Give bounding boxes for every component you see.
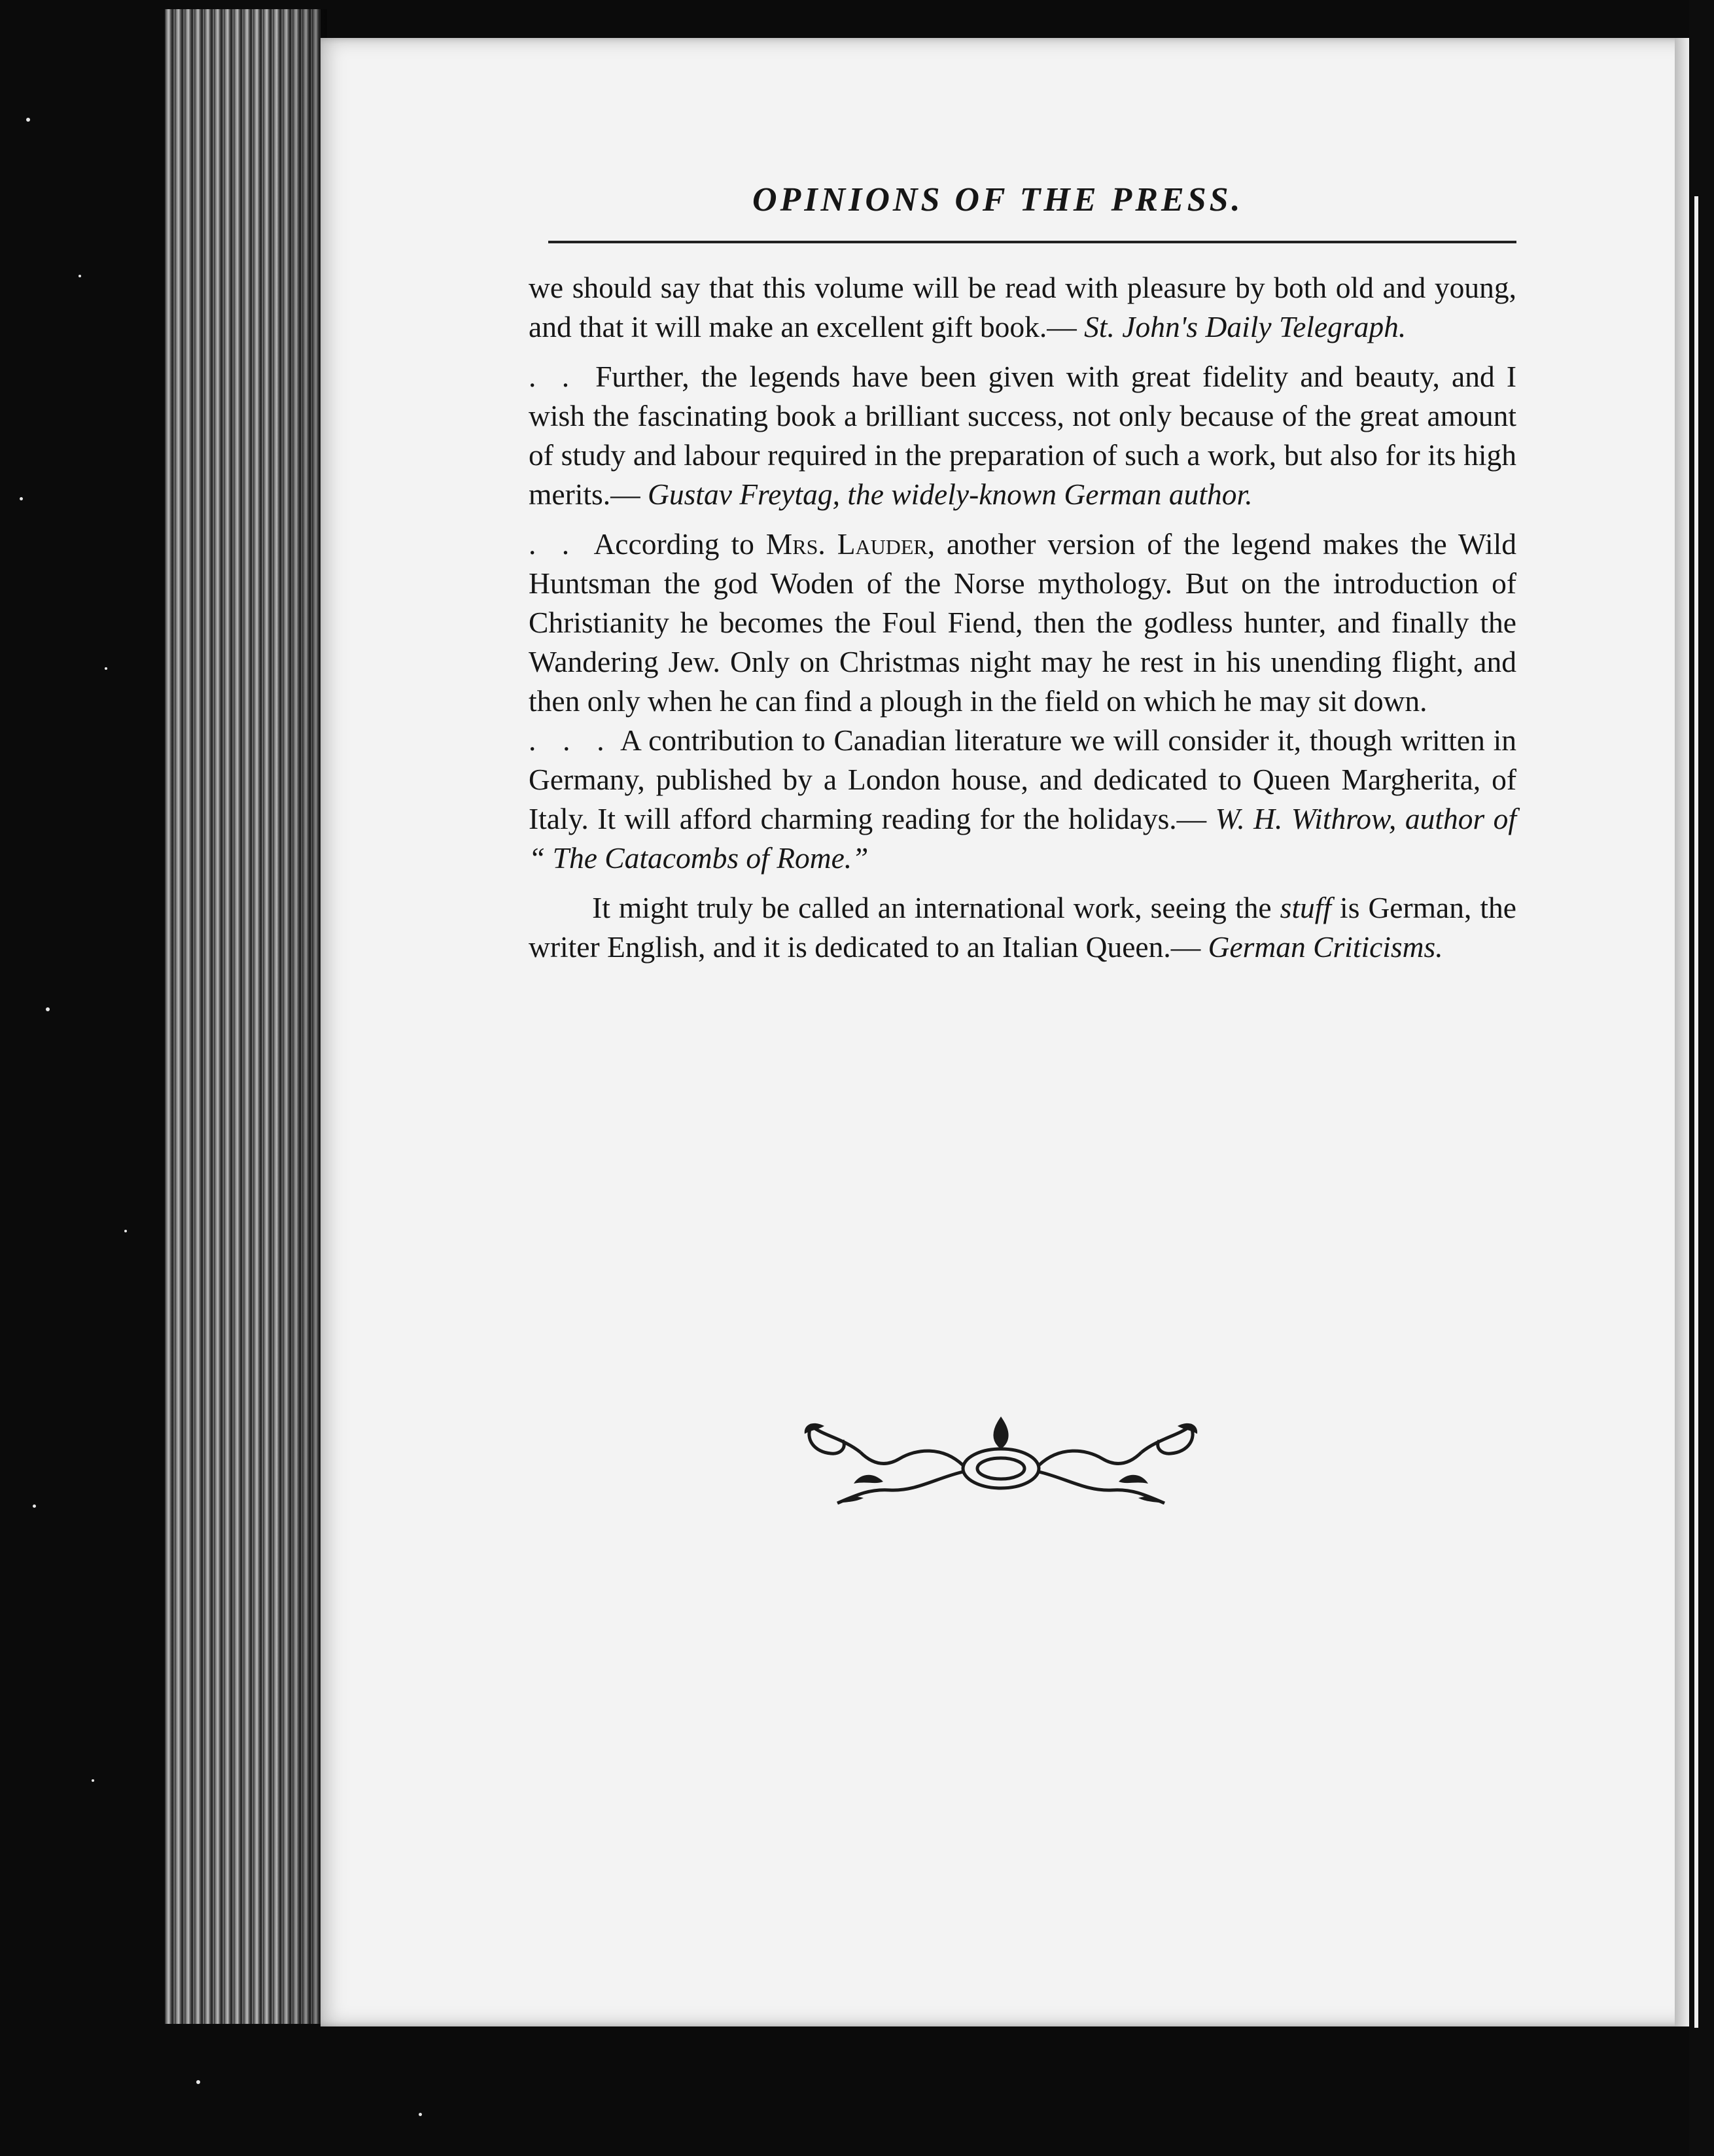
opinion-text: A contribution to Canadian literature we will consider it, though written in Germany, published by a London house, and dedicated to Queen Margherita, of Italy. It will afford charming reading for the holidays.— xyxy=(529,723,1517,835)
opinion-paragraph xyxy=(529,268,1516,347)
emphasis-word: stuff xyxy=(1280,891,1331,924)
opinion-text: we should say that this volume will be read with pleasure by both old and young, and that it will make an excellent gift book.— xyxy=(529,271,1516,343)
right-border xyxy=(1689,0,1714,2156)
facing-page-edge xyxy=(1694,196,1698,2028)
head-rule xyxy=(548,241,1516,243)
opinion-paragraph xyxy=(529,721,1516,878)
opinion-text: is German, the writer English, and it is dedicated to an Italian Queen.— xyxy=(529,891,1516,964)
opinion-attribution: Gustav Freytag, the widely-known German author. xyxy=(647,478,1253,511)
opinion-paragraph xyxy=(529,357,1516,514)
gutter-shadow xyxy=(275,9,327,2024)
opinion-text: According to xyxy=(593,527,766,561)
opinion-attribution: W. H. Withrow, author of “ The Catacombs of Rome.” xyxy=(529,802,1516,875)
opinion-attribution: St. John's Daily Telegraph. xyxy=(1084,310,1407,343)
opinion-text: It might truly be called an international work, seeing the xyxy=(592,891,1280,924)
running-head: OPINIONS OF THE PRESS. xyxy=(752,181,1244,218)
opinion-paragraph xyxy=(529,525,1516,721)
ellipsis-marker: . . . xyxy=(529,723,614,757)
opinion-text: , another version of the legend makes the Wild Huntsman the god Woden of the Norse mythology. But on the introduction of Christianity he becomes the Foul Fiend, then the godless hunter, and finally the Wandering Jew. Only on Christmas night may he rest in his unending flight, and then only when he can find a plough in the field on which he may sit down. xyxy=(529,527,1517,718)
ellipsis-marker: . . xyxy=(529,360,579,393)
page-fold xyxy=(1675,38,1689,2026)
press-opinions-text xyxy=(529,268,1516,977)
opinion-paragraph xyxy=(529,888,1516,967)
ellipsis-marker: . . xyxy=(529,527,579,561)
opinion-attribution: German Criticisms. xyxy=(1208,930,1443,964)
fleuron-icon xyxy=(785,1406,1217,1504)
author-name: Mrs. Lauder xyxy=(765,527,928,561)
opinion-text: Further, the legends have been given with great fidelity and beauty, and I wish the fascinating book a brilliant success, not only because of the great amount of study and labour required in the preparation of such a work, but also for its high merits.— xyxy=(529,360,1517,511)
